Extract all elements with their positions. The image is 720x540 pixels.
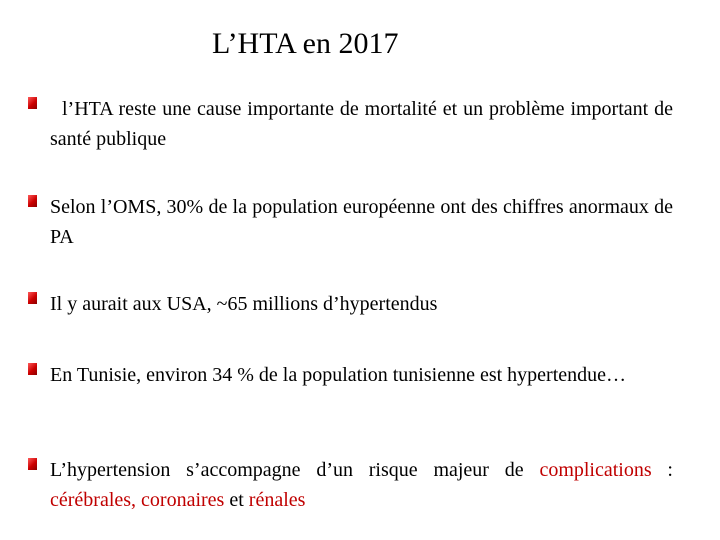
highlight-renales: rénales	[248, 489, 306, 511]
bullet-text-lead: L’hypertension s’accompagne d’un risque majeur de	[50, 459, 540, 481]
separator-colon: :	[651, 459, 673, 481]
red-square-bullet-icon	[28, 97, 37, 109]
bullet-item	[28, 455, 673, 515]
red-square-bullet-icon	[28, 458, 37, 470]
separator-et: et	[224, 489, 249, 511]
highlight-complications: complications	[539, 459, 652, 481]
bullet-item	[28, 94, 673, 154]
bullet-item	[28, 289, 673, 319]
bullet-item	[28, 192, 673, 252]
bullet-text: l’HTA reste une cause importante de mortalité et un problème important de santé publique	[50, 98, 673, 150]
highlight-cerebrales-coronaires: cérébrales, coronaires	[50, 489, 225, 511]
red-square-bullet-icon	[28, 195, 37, 207]
bullet-text: Selon l’OMS, 30% de la population européenne ont des chiffres anormaux de PA	[50, 196, 673, 248]
slide-title: L’HTA en 2017	[212, 27, 399, 60]
bullet-text: Il y aurait aux USA, ~65 millions d’hypertendus	[50, 293, 438, 315]
red-square-bullet-icon	[28, 292, 37, 304]
bullet-text: En Tunisie, environ 34 % de la population tunisienne est hypertendue…	[50, 364, 627, 386]
red-square-bullet-icon	[28, 363, 37, 375]
bullet-text	[50, 455, 673, 515]
bullet-item	[28, 360, 673, 390]
